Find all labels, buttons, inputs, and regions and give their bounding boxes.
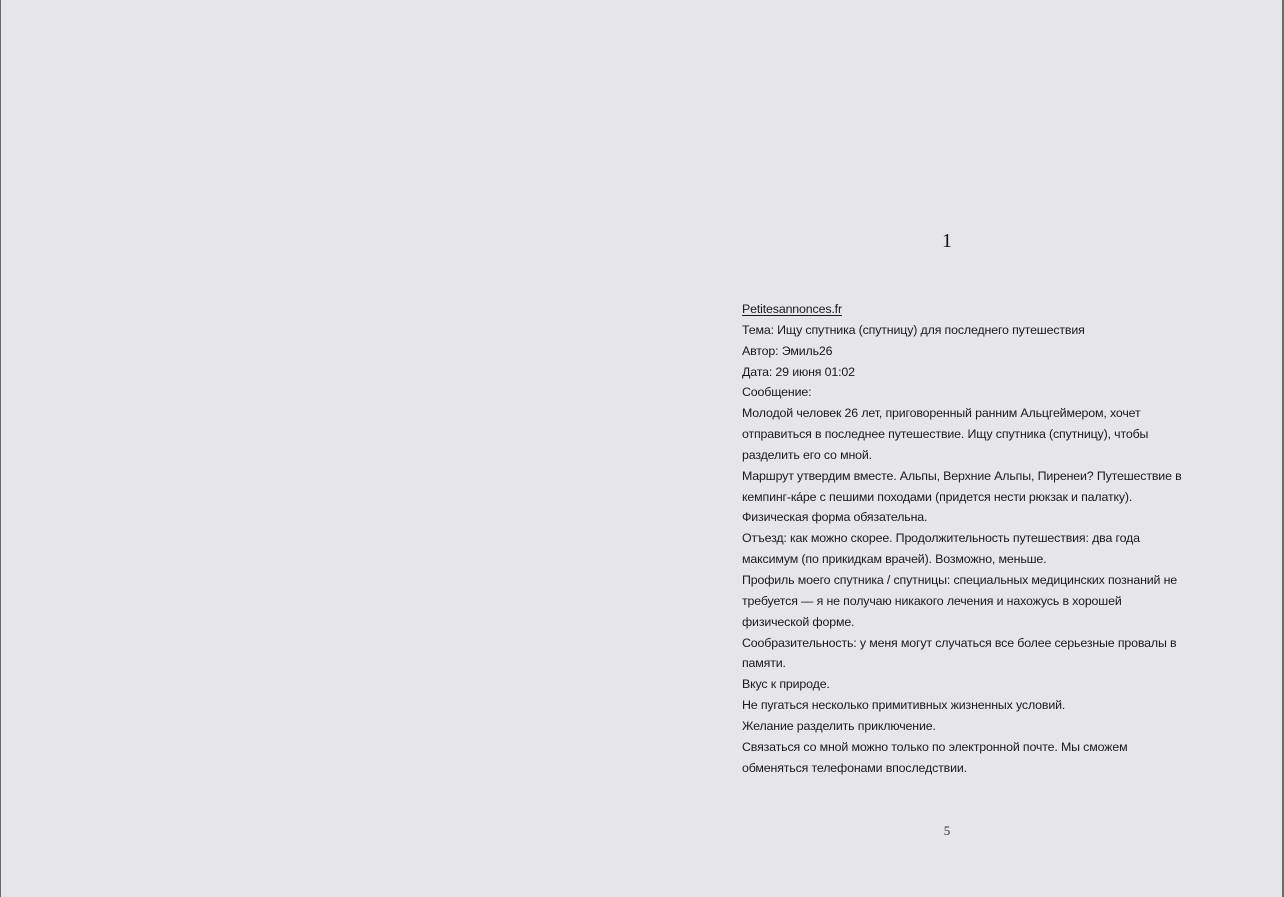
left-page	[1, 0, 641, 897]
paragraph: Желание разделить приключение.	[742, 718, 936, 733]
paragraph: Вкус к природе.	[742, 677, 830, 692]
ad-subject: Тема: Ищу спутника (спутницу) для последнего путешествия	[742, 322, 1085, 337]
classified-ad	[742, 299, 1192, 778]
paragraph: Сообразительность: у меня могут случаться все более серьезные провалы в памяти.	[742, 635, 1177, 671]
right-page	[641, 0, 1282, 897]
message-label: Сообщение:	[742, 385, 812, 400]
page-number: 5	[943, 823, 951, 838]
book-spread	[1, 0, 1282, 897]
site-link[interactable]: Petitesannonces.fr	[742, 302, 842, 316]
paragraph: Отъезд: как можно скорее. Продолжительность путешествия: два года максимум (по прикидкам врачей). Возможно, меньше.	[742, 531, 1140, 567]
chapter-number: 1	[942, 230, 952, 252]
paragraph: Не пугаться несколько примитивных жизненных условий.	[742, 698, 1066, 713]
ad-date: Дата: 29 июня 01:02	[742, 364, 855, 379]
paragraph: Маршрут утвердим вместе. Альпы, Верхние Альпы, Пиренеи? Путешествие в кемпинг-кáре с пешими походами (придется нести рюкзак и палатку). Физическая форма обязательна.	[742, 468, 1182, 525]
paragraph: Связаться со мной можно только по электронной почте. Мы сможем обменяться телефонами впоследствии.	[742, 739, 1128, 775]
ad-author: Автор: Эмиль26	[742, 343, 833, 358]
paragraph: Молодой человек 26 лет, приговоренный ранним Альцгеймером, хочет отправиться в последнее путешествие. Ищу спутника (спутницу), чтобы разделить его со мной.	[742, 406, 1149, 462]
paragraph: Профиль моего спутника / спутницы: специальных медицинских познаний не требуется — я не получаю никакого лечения и нахожусь в хорошей физической форме.	[742, 572, 1178, 629]
